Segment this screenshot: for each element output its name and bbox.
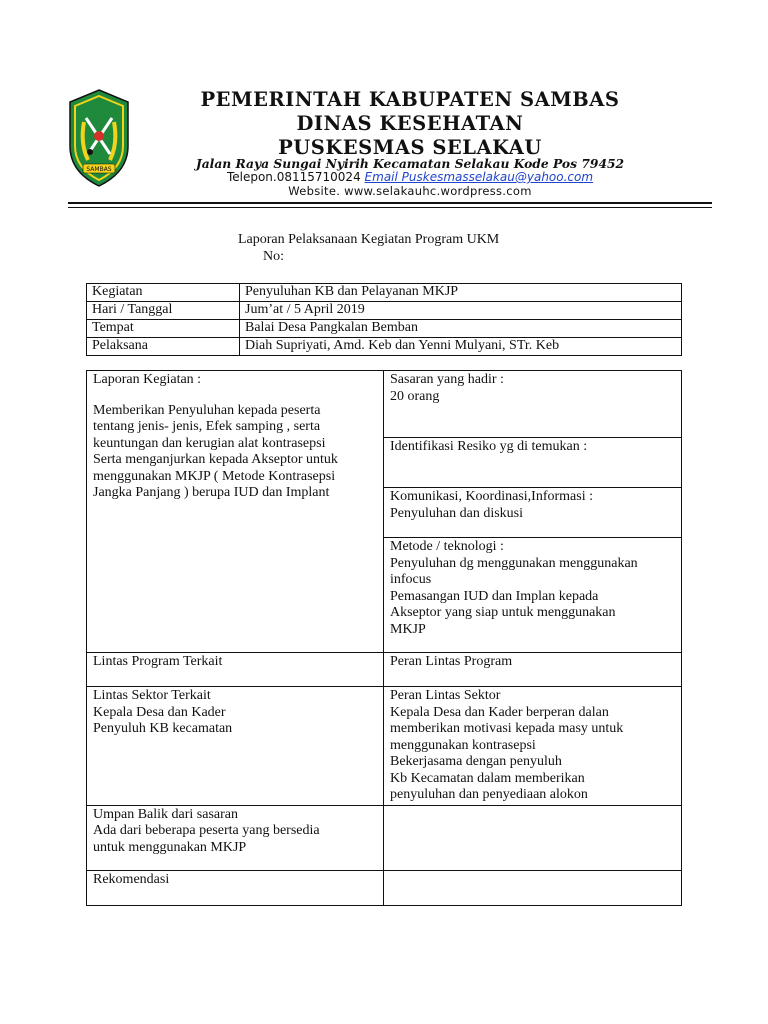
peran-sektor-line: memberikan motivasi kepada masy untuk — [390, 721, 624, 736]
info-label: Kegiatan — [87, 284, 240, 302]
letterhead-rule-thin — [68, 207, 712, 208]
table-row — [87, 302, 682, 320]
peran-sektor-line: Bekerjasama dengan penyuluh — [390, 754, 562, 769]
peran-sektor-cell — [384, 687, 682, 806]
komunikasi-value: Penyuluhan dan diskusi — [390, 505, 523, 521]
header-contact — [150, 170, 670, 184]
metode-line: Penyuluhan dg menggunakan menggunakan — [390, 555, 638, 571]
komunikasi-cell — [384, 488, 682, 538]
sasaran-label: Sasaran yang hadir : — [390, 372, 504, 387]
umpan-balik-empty-cell — [384, 805, 682, 870]
umpan-line: untuk menggunakan MKJP — [93, 839, 247, 855]
peran-sektor-line: Peran Lintas Sektor — [390, 688, 501, 703]
header-email-link[interactable]: Email Puskesmasselakau@yahoo.com — [364, 170, 594, 184]
peran-sektor-line: penyuluhan dan penyediaan alokon — [390, 787, 588, 802]
rekomendasi-empty-cell — [384, 870, 682, 905]
table-row — [87, 371, 682, 438]
header-website: Website. www.selakauhc.wordpress.com — [288, 184, 532, 198]
table-row — [87, 284, 682, 302]
header-puskesmas: PUSKESMAS SELAKAU — [278, 136, 542, 159]
activity-info-table — [86, 283, 682, 356]
metode-line: Pemasangan IUD dan Implan kepada — [390, 588, 599, 604]
laporan-line: tentang jenis- jenis, Efek samping , serta — [93, 419, 321, 434]
info-value: Balai Desa Pangkalan Bemban — [240, 320, 682, 338]
umpan-balik-cell — [87, 805, 384, 870]
laporan-line: menggunakan MKJP ( Metode Kontrasepsi — [93, 468, 336, 484]
lintas-program-cell: Lintas Program Terkait — [87, 653, 384, 687]
info-value: Penyuluhan KB dan Pelayanan MKJP — [240, 284, 682, 302]
sambas-regency-logo — [66, 88, 132, 188]
laporan-line: Jangka Panjang ) berupa IUD dan Implant — [93, 485, 330, 500]
metode-cell — [384, 538, 682, 653]
rekomendasi-cell: Rekomendasi — [87, 870, 384, 905]
table-row — [87, 687, 682, 806]
peran-program-cell: Peran Lintas Program — [384, 653, 682, 687]
metode-label: Metode / teknologi : — [390, 539, 504, 554]
peran-sektor-line: menggunakan kontrasepsi — [390, 737, 536, 753]
lintas-sektor-line: Penyuluh KB kecamatan — [93, 721, 233, 736]
peran-sektor-line: Kb Kecamatan dalam memberikan — [390, 770, 585, 786]
info-value: Jum’at / 5 April 2019 — [240, 302, 682, 320]
laporan-line: keuntungan dan kerugian alat kontrasepsi — [93, 435, 326, 451]
table-row — [87, 338, 682, 356]
table-row — [87, 653, 682, 687]
umpan-line: Umpan Balik dari sasaran — [93, 806, 239, 822]
letterhead-rule-thick — [68, 202, 712, 204]
peran-sektor-line: Kepala Desa dan Kader berperan dalan — [390, 704, 609, 720]
table-row — [87, 320, 682, 338]
info-label: Hari / Tanggal — [87, 302, 240, 320]
komunikasi-label: Komunikasi, Koordinasi,Informasi : — [390, 489, 593, 504]
laporan-label: Laporan Kegiatan : — [93, 372, 202, 387]
logo-text: SAMBAS — [86, 166, 112, 173]
laporan-line: Serta menganjurkan kepada Akseptor untuk — [93, 452, 338, 467]
header-address: Jalan Raya Sungai Nyirih Kecamatan Selakau Kode Pos 79452 — [195, 156, 625, 171]
sasaran-value: 20 orang — [390, 388, 440, 404]
lintas-sektor-line: Kepala Desa dan Kader — [93, 704, 226, 720]
table-row — [87, 870, 682, 905]
metode-line: infocus — [390, 572, 432, 587]
identifikasi-label: Identifikasi Resiko yg di temukan : — [390, 439, 588, 454]
header-phone: Telepon.08115710024 — [226, 170, 361, 184]
umpan-line: Ada dari beberapa peserta yang bersedia — [93, 823, 320, 838]
report-detail-table — [86, 370, 682, 906]
laporan-kegiatan-cell — [87, 371, 384, 653]
header-government: PEMERINTAH KABUPATEN SAMBAS — [200, 88, 620, 111]
lintas-sektor-cell — [87, 687, 384, 806]
report-number: No: — [263, 249, 284, 264]
info-value: Diah Supriyati, Amd. Keb dan Yenni Mulyani, STr. Keb — [240, 338, 682, 356]
metode-line: MKJP — [390, 621, 426, 637]
laporan-line: Memberikan Penyuluhan kepada peserta — [93, 402, 321, 418]
info-label: Pelaksana — [87, 338, 240, 356]
info-label: Tempat — [87, 320, 240, 338]
lintas-sektor-line: Lintas Sektor Terkait — [93, 688, 211, 703]
header-department: DINAS KESEHATAN — [296, 112, 524, 135]
sasaran-cell — [384, 371, 682, 438]
identifikasi-cell — [384, 438, 682, 488]
table-row — [87, 805, 682, 870]
report-title: Laporan Pelaksanaan Kegiatan Program UKM — [238, 232, 500, 247]
metode-line: Akseptor yang siap untuk menggunakan — [390, 605, 616, 620]
